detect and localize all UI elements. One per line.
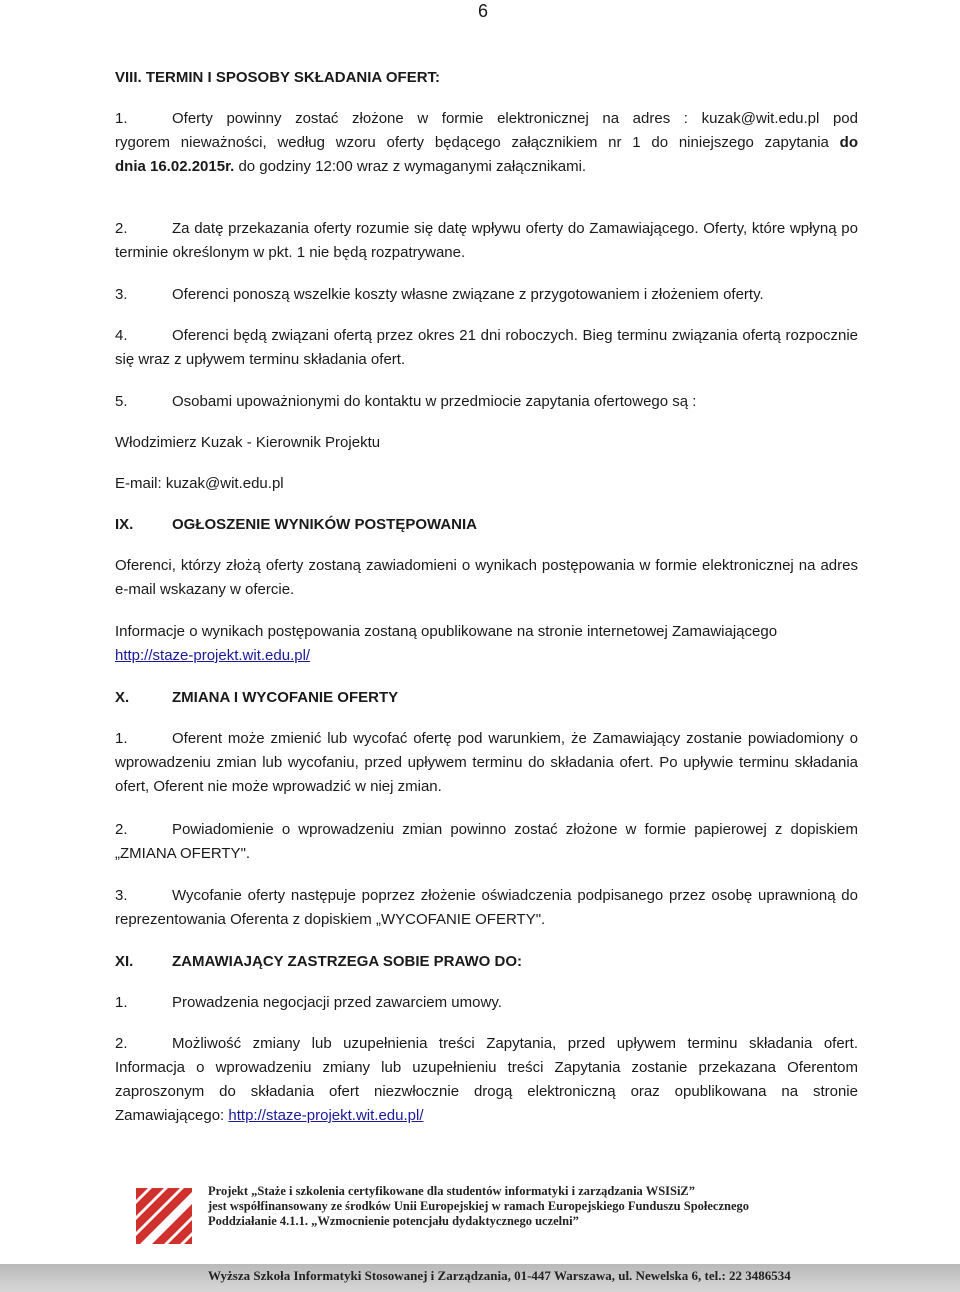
project-info-line2: jest współfinansowany ze środków Unii Europejskiej w ramach Europejskiego Funduszu Społecznego — [208, 1199, 750, 1213]
section-11-heading: XI. ZAMAWIAJĄCY ZASTRZEGA SOBIE PRAWO DO: — [115, 953, 523, 970]
s8-item1-line3: dnia 16.02.2015r. do godziny 12:00 wraz z wymaganymi załącznikami. — [115, 158, 587, 175]
section-10-heading: X. ZMIANA I WYCOFANIE OFERTY — [115, 689, 399, 706]
s10-item3: 3. Wycofanie oferty następuje poprzez złożenie oświadczenia podpisanego przez osobę uprawnioną do reprezentowania Oferenta z dopiskiem „WYCOFANIE OFERTY". — [115, 887, 858, 928]
project-info — [208, 1184, 828, 1229]
s8-item1-num: 1. — [115, 110, 128, 127]
s8-item2: 2. Za datę przekazania oferty rozumie się datę wpływu oferty do Zamawiającego. Oferty, które wpłyną po terminie określonym w pkt. 1 nie będą rozpatrywane. — [115, 220, 858, 261]
section-9-heading: IX. OGŁOSZENIE WYNIKÓW POSTĘPOWANIA — [115, 516, 478, 533]
s8-item1-line1: 1. Oferty powinny zostać złożone w formie elektronicznej na adres : kuzak@wit.edu.pl pod — [115, 107, 858, 131]
project-link[interactable]: http://staze-projekt.wit.edu.pl/ — [228, 1107, 424, 1124]
s8-item3: 3. Oferenci ponoszą wszelkie koszty własne związane z przygotowaniem i złożeniem oferty. — [115, 286, 764, 303]
s8-item5: 5. Osobami upoważnionymi do kontaktu w przedmiocie zapytania ofertowego są : — [115, 393, 697, 410]
footer — [0, 1180, 960, 1292]
s11-item1: 1. Prowadzenia negocjacji przed zawarciem umowy. — [115, 994, 502, 1011]
s8-item4: 4. Oferenci będą związani ofertą przez okres 21 dni roboczych. Bieg terminu związania ofertą rozpocznie się wraz z upływem terminu składania ofert. — [115, 327, 858, 368]
project-info-line3: Poddziałanie 4.1.1. „Wzmocnienie potencjału dydaktycznego uczelni” — [208, 1214, 579, 1228]
s9-para1: Oferenci, którzy złożą oferty zostaną zawiadomieni o wynikach postępowania w formie elektronicznej na adres e-mail wskazany w ofercie. — [115, 557, 858, 598]
footer-address: Wyższa Szkoła Informatyki Stosowanej i Zarządzania, 01-447 Warszawa, ul. Newelska 6, tel.: 22 3486534 — [208, 1268, 791, 1283]
contact-person: Włodzimierz Kuzak - Kierownik Projektu — [115, 434, 381, 451]
page-number: 6 — [478, 1, 489, 21]
s10-item1: 1. Oferent może zmienić lub wycofać ofertę pod warunkiem, że Zamawiający zostanie powiadomiony o wprowadzeniu zmian lub wycofaniu, przed upływem terminu do składania ofert. Po upływie terminu składania ofert, Oferent nie może wprowadzić w niej zmian. — [115, 730, 858, 795]
s10-item2: 2. Powiadomienie o wprowadzeniu zmian powinno zostać złożone w formie papierowej z dopiskiem „ZMIANA OFERTY". — [115, 821, 858, 862]
section-8-heading: VIII. TERMIN I SPOSOBY SKŁADANIA OFERT: — [115, 69, 441, 86]
contact-email: E-mail: kuzak@wit.edu.pl — [115, 475, 284, 492]
results-link[interactable]: http://staze-projekt.wit.edu.pl/ — [115, 647, 311, 664]
s8-item1-line2: rygorem nieważności, według wzoru oferty będącego załącznikiem nr 1 do niniejszego zapytania do — [115, 134, 858, 151]
university-logo-icon — [132, 1184, 196, 1248]
s9-para2: Informacje o wynikach postępowania zostaną opublikowane na stronie internetowej Zamawiającego http://staze-projekt.wit.edu.pl/ — [115, 623, 778, 664]
s11-item2: 2. Możliwość zmiany lub uzupełnienia treści Zapytania, przed upływem terminu składania ofert. Informacja o wprowadzeniu zmiany lub uzupełnieniu treści Zapytania zostanie przekazana Oferentom zaproszonym do składania ofert niezwłocznie drogą elektroniczną oraz opublikowana na stronie Zamawiającego: http://staze-projekt.wit.edu.pl/ — [115, 1035, 858, 1124]
project-info-line1: Projekt „Staże i szkolenia certyfikowane dla studentów informatyki i zarządzania WSISiZ” — [208, 1184, 696, 1198]
